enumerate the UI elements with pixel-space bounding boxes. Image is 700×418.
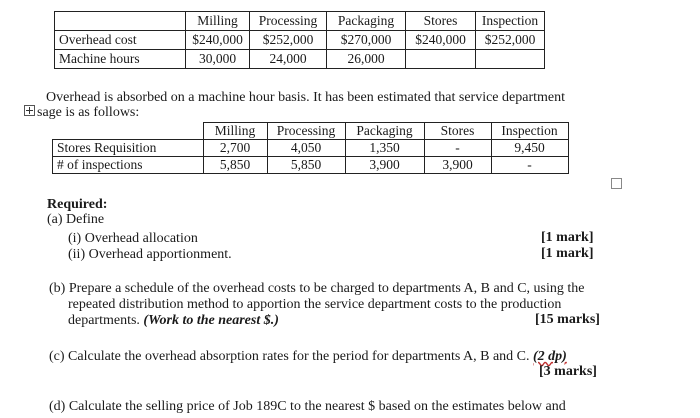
table-header: Stores <box>424 123 491 140</box>
table-resize-handle[interactable] <box>611 178 622 189</box>
question-c-text: (c) Calculate the overhead absorption rates for the period for departments A, B and C. <box>49 349 530 364</box>
row-label: # of inspections <box>53 157 204 174</box>
table-cell: 5,850 <box>203 157 267 174</box>
question-a: (a) Define <box>47 212 105 227</box>
table-cell: $240,000 <box>186 31 250 50</box>
row-label: Stores Requisition <box>53 140 204 157</box>
table-cell: 2,700 <box>203 140 267 157</box>
required-heading: Required: <box>47 197 108 212</box>
row-label: Machine hours <box>55 50 186 69</box>
question-b-line-3 <box>68 312 279 329</box>
row-label: Overhead cost <box>55 31 186 50</box>
mark-b: [15 marks] <box>535 312 600 327</box>
table-cell: 5,850 <box>267 157 345 174</box>
table-cell: $252,000 <box>476 31 545 50</box>
table-header: Processing <box>267 123 345 140</box>
question-a-i: (i) Overhead allocation <box>68 231 198 246</box>
table-row <box>55 31 545 50</box>
table-cell <box>476 50 545 69</box>
table-cell: 30,000 <box>186 50 250 69</box>
question-d-line-1: (d) Calculate the selling price of Job 189C to the nearest $ based on the estimates below and <box>49 399 566 414</box>
table-cell <box>53 123 204 140</box>
mark-a-i: [1 mark] <box>541 230 594 245</box>
table-cell: 3,900 <box>345 157 424 174</box>
table-cell: 3,900 <box>424 157 491 174</box>
overhead-cost-table <box>54 11 545 69</box>
table-cell <box>406 50 476 69</box>
service-usage-table <box>52 122 569 174</box>
question-b-note: (Work to the nearest $.) <box>143 313 279 328</box>
intro-line-2 <box>24 104 139 121</box>
table-move-handle-icon[interactable] <box>24 105 35 116</box>
table-header: Packaging <box>345 123 424 140</box>
table-header-row <box>53 123 569 140</box>
table-cell: 9,450 <box>491 140 568 157</box>
question-c-note-text: (2 dp) <box>533 349 567 364</box>
intro-line-1: Overhead is absorbed on a machine hour basis. It has been estimated that service department <box>46 90 565 105</box>
mark-a-ii: [1 mark] <box>541 246 594 261</box>
table-cell: - <box>491 157 568 174</box>
question-b-line-1: (b) Prepare a schedule of the overhead costs to be charged to departments A, B and C, using the <box>49 281 585 296</box>
table-row <box>55 50 545 69</box>
table-cell <box>55 12 186 31</box>
question-a-ii: (ii) Overhead apportionment. <box>68 247 232 262</box>
table-cell: $240,000 <box>406 31 476 50</box>
question-c-line-1 <box>49 348 567 365</box>
table-header: Milling <box>186 12 250 31</box>
table-cell: $270,000 <box>327 31 406 50</box>
table-header: Inspection <box>491 123 568 140</box>
table-header: Milling <box>203 123 267 140</box>
table-cell: 26,000 <box>327 50 406 69</box>
question-b-line-3-text: departments. <box>68 313 140 328</box>
question-b-line-2: repeated distribution method to apportion the service department costs to the production <box>68 297 562 312</box>
table-cell: 4,050 <box>267 140 345 157</box>
table-cell: $252,000 <box>250 31 327 50</box>
table-header-row <box>55 12 545 31</box>
mark-c: [3 marks] <box>539 364 597 379</box>
intro-line-2-text: sage is as follows: <box>37 105 140 120</box>
table-row <box>53 157 569 174</box>
table-header: Packaging <box>327 12 406 31</box>
table-header: Processing <box>250 12 327 31</box>
table-header: Stores <box>406 12 476 31</box>
table-cell: 24,000 <box>250 50 327 69</box>
question-c-note <box>533 349 567 364</box>
table-row <box>53 140 569 157</box>
table-header: Inspection <box>476 12 545 31</box>
table-cell: 1,350 <box>345 140 424 157</box>
table-cell: - <box>424 140 491 157</box>
